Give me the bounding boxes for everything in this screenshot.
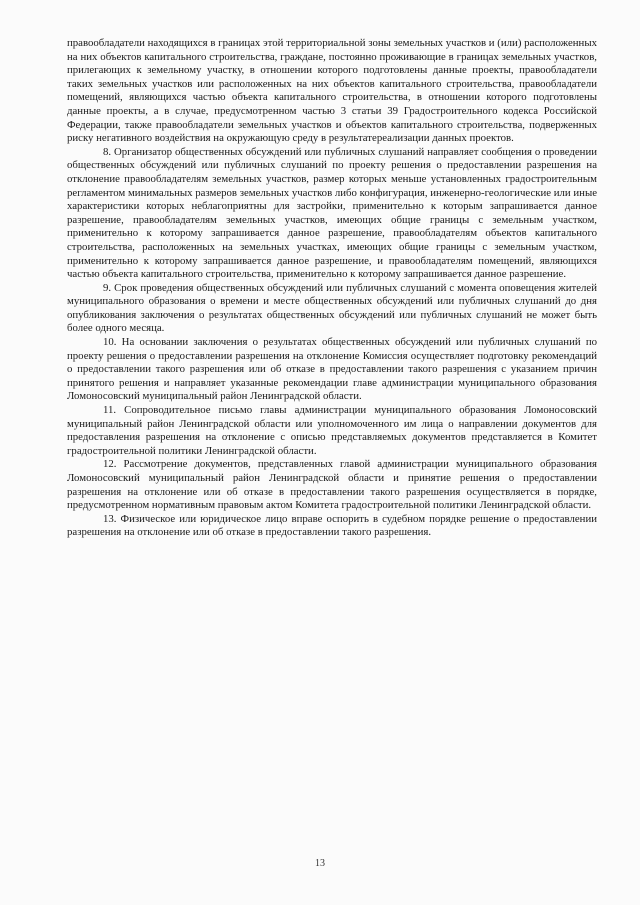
paragraph-item-11: 11. Сопроводительное письмо главы администрации муниципального образования Ломоносовский муниципальный район Ленинградской области или уполномоченного им лица о направлении документов для предоставления разрешения на отклонение с описью представляемых документов представляется в Комитет градостроительной политики Ленинградской области.	[67, 404, 597, 457]
paragraph-item-9: 9. Срок проведения общественных обсуждений или публичных слушаний с момента оповещения жителей муниципального образования о времени и месте общественных обсуждений или публичных слушаний до дня опубликования заключения о результатах общественных обсуждений или публичных слушаний не может быть более одного месяца.	[67, 281, 597, 335]
paragraph-item-12: 12. Рассмотрение документов, представленных главой администрации муниципального образования Ломоносовский муниципальный район Ленинградской области и принятие решения о предоставлении разрешения на отклонение или об отказе в предоставлении такого разрешения осуществляется в порядке, предусмотренном нормативным правовым актом Комитета градостроительной политики Ленинградской области.	[67, 458, 597, 512]
paragraph-item-13: 13. Физическое или юридическое лицо вправе оспорить в судебном порядке решение о предоставлении разрешения на отклонение или об отказе в предоставлении такого разрешения.	[67, 512, 597, 539]
paragraph-item-8: 8. Организатор общественных обсуждений или публичных слушаний направляет сообщения о проведении общественных обсуждений или публичных слушаний по проекту решения о предоставлении разрешения на отклонение правообладателям земельных участков, размер которых меньше установленных градостроительным регламентом минимальных размеров земельных участков либо конфигурация, инженерно-геологические или иные характеристики которых неблагоприятны для застройки, применительно к которым запрашивается данное разрешение, правообладателям земельных участков, имеющих общие границы с земельным участком, применительно к которому запрашивается данное разрешение, правообладателям объектов капитального строительства, расположенных на земельных участках, имеющих общие границы с земельным участком, применительно к которому запрашивается данное разрешение, и правообладателям помещений, являющихся частью объекта капитального строительства, применительно к которому запрашивается данное разрешение.	[67, 145, 597, 281]
paragraph-continuation: правообладатели находящихся в границах этой территориальной зоны земельных участков и (или) расположенных на них объектов капитального строительства, граждане, постоянно проживающие в границах земельных участков, прилегающих к земельному участку, в отношении которого подготовлены данные проекты, правообладатели таких земельных участков или расположенных на них объектов капитального строительства, правообладатели помещений, являющихся частью объекта капитального строительства, в отношении которого подготовлены данные проекты, а в случае, предусмотренном частью 3 статьи 39 Градостроительного кодекса Российской Федерации, также правообладатели земельных участков и объектов капитального строительства, подверженных риску негативного воздействия на окружающую среду в результатереализации данных проектов.	[67, 37, 597, 145]
page-number: 13	[315, 858, 325, 869]
paragraph-item-10: 10. На основании заключения о результатах общественных обсуждений или публичных слушаний по проекту решения о предоставлении разрешения на отклонение Комиссия осуществляет подготовку рекомендаций о предоставлении такого разрешения или об отказе в предоставлении такого разрешения с указанием причин принятого решения и направляет указанные рекомендации главе администрации муниципального образования Ломоносовский муниципальный район Ленинградской области.	[67, 336, 597, 403]
